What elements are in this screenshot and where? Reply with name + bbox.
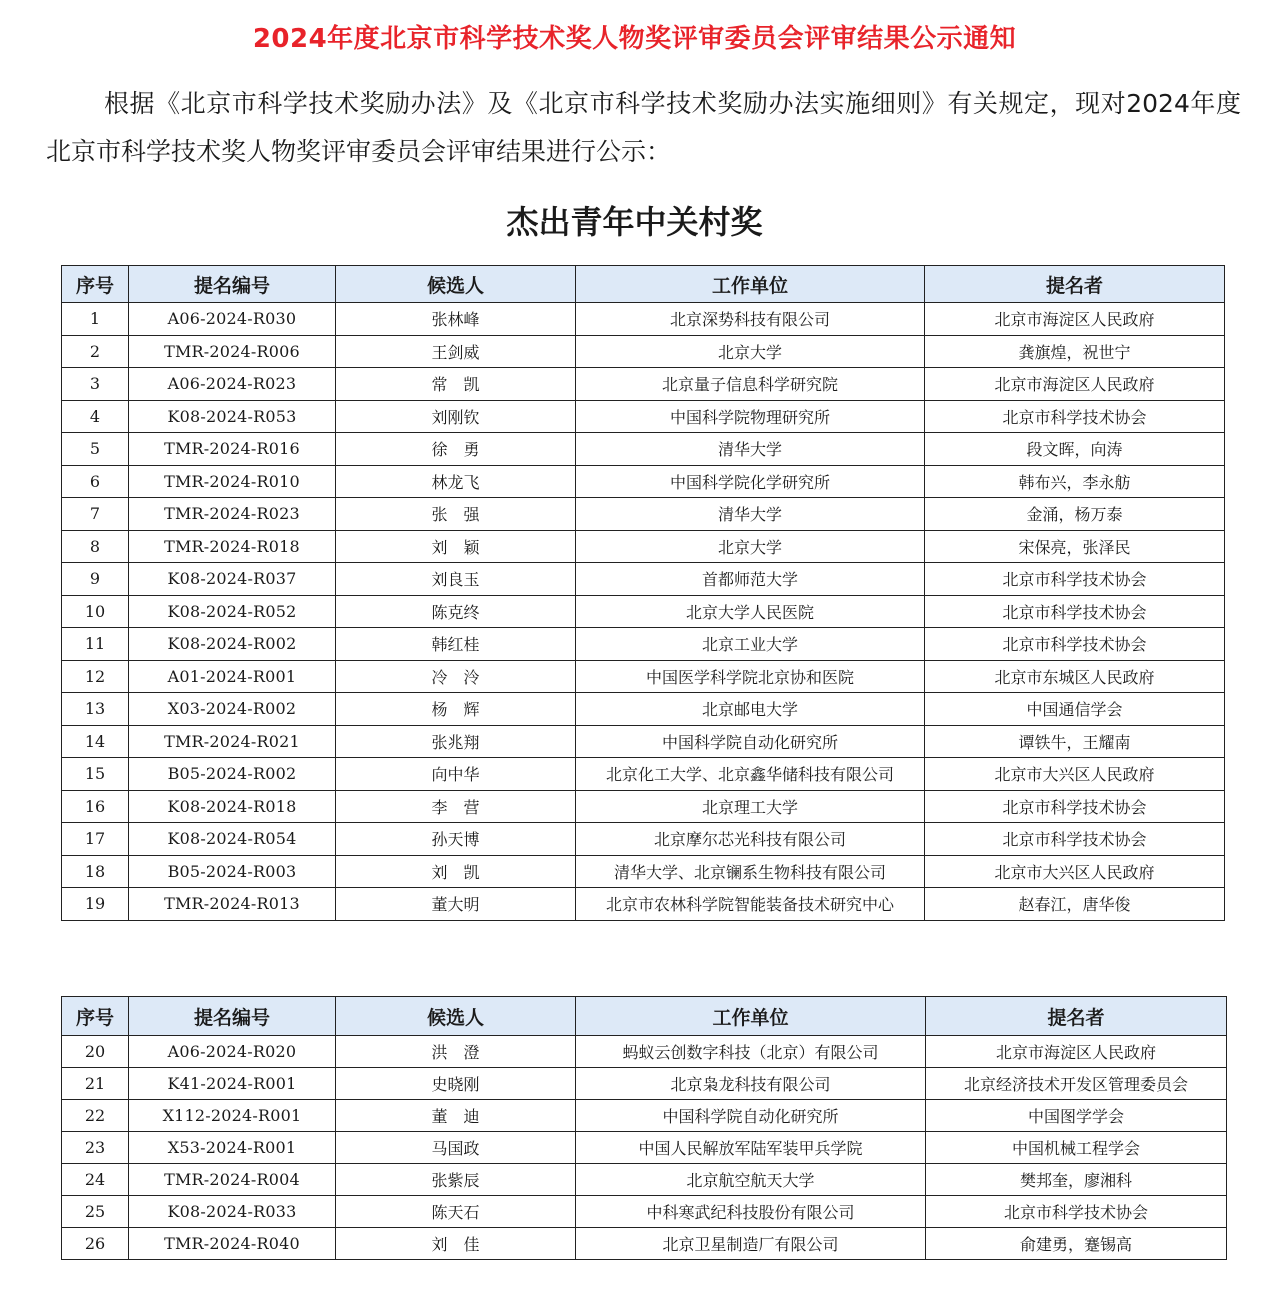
table-row <box>62 465 1225 498</box>
table-row <box>62 758 1225 791</box>
cell-index: 17 <box>62 823 129 856</box>
table-row <box>62 1068 1227 1100</box>
header-candidate: 候选人 <box>336 997 576 1036</box>
cell-nominator: 北京市大兴区人民政府 <box>925 758 1225 791</box>
cell-candidate: 王剑威 <box>336 335 576 368</box>
cell-work-unit: 北京深势科技有限公司 <box>576 303 925 336</box>
cell-candidate: 徐 勇 <box>336 433 576 466</box>
cell-nominator: 谭铁牛，王耀南 <box>925 725 1225 758</box>
cell-nominator: 北京市科学技术协会 <box>925 790 1225 823</box>
cell-candidate: 马国政 <box>336 1132 576 1164</box>
table-row <box>62 790 1225 823</box>
cell-candidate: 陈克终 <box>336 595 576 628</box>
cell-work-unit: 中国科学院化学研究所 <box>576 465 925 498</box>
cell-nomination-code: TMR-2024-R013 <box>129 888 336 921</box>
table-row <box>62 1228 1227 1260</box>
table-row <box>62 368 1225 401</box>
cell-nomination-code: TMR-2024-R023 <box>129 498 336 531</box>
cell-nominator: 北京市科学技术协会 <box>925 595 1225 628</box>
table-row <box>62 433 1225 466</box>
cell-nomination-code: TMR-2024-R004 <box>129 1164 336 1196</box>
cell-nomination-code: X112-2024-R001 <box>129 1100 336 1132</box>
award-table-2 <box>61 996 1227 1260</box>
cell-index: 25 <box>62 1196 129 1228</box>
table-row <box>62 888 1225 921</box>
cell-candidate: 张兆翔 <box>336 725 576 758</box>
cell-work-unit: 中国人民解放军陆军装甲兵学院 <box>576 1132 926 1164</box>
cell-candidate: 洪 澄 <box>336 1036 576 1068</box>
cell-work-unit: 清华大学 <box>576 433 925 466</box>
cell-index: 3 <box>62 368 129 401</box>
cell-nomination-code: TMR-2024-R016 <box>129 433 336 466</box>
cell-nomination-code: K41-2024-R001 <box>129 1068 336 1100</box>
cell-work-unit: 中国医学科学院北京协和医院 <box>576 660 925 693</box>
cell-index: 23 <box>62 1132 129 1164</box>
cell-nominator: 段文晖，向涛 <box>925 433 1225 466</box>
cell-work-unit: 北京大学 <box>576 335 925 368</box>
cell-work-unit: 北京航空航天大学 <box>576 1164 926 1196</box>
cell-index: 2 <box>62 335 129 368</box>
cell-nomination-code: A06-2024-R020 <box>129 1036 336 1068</box>
cell-nomination-code: X03-2024-R002 <box>129 693 336 726</box>
cell-index: 4 <box>62 400 129 433</box>
cell-nominator: 北京市科学技术协会 <box>925 563 1225 596</box>
cell-work-unit: 北京邮电大学 <box>576 693 925 726</box>
cell-nominator: 北京市科学技术协会 <box>925 400 1225 433</box>
cell-nomination-code: A06-2024-R023 <box>129 368 336 401</box>
table-body <box>62 1036 1227 1260</box>
cell-work-unit: 清华大学、北京镧系生物科技有限公司 <box>576 855 925 888</box>
header-nomination-code: 提名编号 <box>129 266 336 303</box>
cell-nomination-code: TMR-2024-R010 <box>129 465 336 498</box>
cell-candidate: 向中华 <box>336 758 576 791</box>
cell-candidate: 史晓刚 <box>336 1068 576 1100</box>
cell-nominator: 俞建勇，蹇锡高 <box>926 1228 1227 1260</box>
cell-nominator: 韩布兴，李永舫 <box>925 465 1225 498</box>
cell-nominator: 北京市海淀区人民政府 <box>925 368 1225 401</box>
table-row <box>62 498 1225 531</box>
cell-index: 12 <box>62 660 129 693</box>
cell-candidate: 杨 辉 <box>336 693 576 726</box>
table-row <box>62 1132 1227 1164</box>
cell-index: 14 <box>62 725 129 758</box>
cell-candidate: 林龙飞 <box>336 465 576 498</box>
table-body <box>62 303 1225 921</box>
cell-index: 19 <box>62 888 129 921</box>
cell-candidate: 李 营 <box>336 790 576 823</box>
cell-candidate: 刘 佳 <box>336 1228 576 1260</box>
table-row <box>62 628 1225 661</box>
cell-nominator: 北京市科学技术协会 <box>925 628 1225 661</box>
table-row <box>62 660 1225 693</box>
cell-index: 6 <box>62 465 129 498</box>
header-work-unit: 工作单位 <box>576 997 926 1036</box>
cell-nominator: 宋保亮，张泽民 <box>925 530 1225 563</box>
header-nominator: 提名者 <box>926 997 1227 1036</box>
cell-work-unit: 中国科学院自动化研究所 <box>576 1100 926 1132</box>
cell-work-unit: 北京市农林科学院智能装备技术研究中心 <box>576 888 925 921</box>
cell-nominator: 樊邦奎，廖湘科 <box>926 1164 1227 1196</box>
page-title: 2024年度北京市科学技术奖人物奖评审委员会评审结果公示通知 <box>252 24 1017 54</box>
cell-work-unit: 中国科学院物理研究所 <box>576 400 925 433</box>
cell-index: 16 <box>62 790 129 823</box>
cell-work-unit: 北京量子信息科学研究院 <box>576 368 925 401</box>
cell-nominator: 北京市海淀区人民政府 <box>925 303 1225 336</box>
cell-candidate: 刘刚钦 <box>336 400 576 433</box>
cell-candidate: 张 强 <box>336 498 576 531</box>
cell-index: 7 <box>62 498 129 531</box>
cell-work-unit: 北京摩尔芯光科技有限公司 <box>576 823 925 856</box>
cell-nominator: 中国图学学会 <box>926 1100 1227 1132</box>
cell-nominator: 龚旗煌，祝世宁 <box>925 335 1225 368</box>
section-title: 杰出青年中关村奖 <box>506 203 763 241</box>
cell-work-unit: 北京化工大学、北京鑫华储科技有限公司 <box>576 758 925 791</box>
cell-work-unit: 首都师范大学 <box>576 563 925 596</box>
cell-work-unit: 北京大学 <box>576 530 925 563</box>
cell-nominator: 北京市东城区人民政府 <box>925 660 1225 693</box>
cell-candidate: 张林峰 <box>336 303 576 336</box>
cell-nomination-code: K08-2024-R033 <box>129 1196 336 1228</box>
cell-index: 26 <box>62 1228 129 1260</box>
cell-index: 10 <box>62 595 129 628</box>
cell-candidate: 陈天石 <box>336 1196 576 1228</box>
cell-index: 21 <box>62 1068 129 1100</box>
cell-candidate: 董大明 <box>336 888 576 921</box>
cell-nominator: 金涌，杨万泰 <box>925 498 1225 531</box>
cell-nominator: 北京市科学技术协会 <box>925 823 1225 856</box>
cell-candidate: 董 迪 <box>336 1100 576 1132</box>
table-row <box>62 855 1225 888</box>
cell-nomination-code: A06-2024-R030 <box>129 303 336 336</box>
cell-nomination-code: K08-2024-R037 <box>129 563 336 596</box>
table-row <box>62 1196 1227 1228</box>
table-row <box>62 1036 1227 1068</box>
cell-work-unit: 北京理工大学 <box>576 790 925 823</box>
cell-nomination-code: TMR-2024-R018 <box>129 530 336 563</box>
cell-nomination-code: K08-2024-R053 <box>129 400 336 433</box>
cell-nomination-code: TMR-2024-R040 <box>129 1228 336 1260</box>
header-nomination-code: 提名编号 <box>129 997 336 1036</box>
cell-index: 11 <box>62 628 129 661</box>
cell-work-unit: 蚂蚁云创数字科技（北京）有限公司 <box>576 1036 926 1068</box>
cell-work-unit: 北京卫星制造厂有限公司 <box>576 1228 926 1260</box>
cell-nomination-code: B05-2024-R002 <box>129 758 336 791</box>
cell-nominator: 北京市科学技术协会 <box>926 1196 1227 1228</box>
cell-candidate: 孙天博 <box>336 823 576 856</box>
cell-nomination-code: K08-2024-R052 <box>129 595 336 628</box>
cell-candidate: 张紫辰 <box>336 1164 576 1196</box>
cell-nominator: 赵春江，唐华俊 <box>925 888 1225 921</box>
cell-nomination-code: X53-2024-R001 <box>129 1132 336 1164</box>
cell-index: 1 <box>62 303 129 336</box>
intro-paragraph: 根据《北京市科学技术奖励办法》及《北京市科学技术奖励办法实施细则》有关规定，现对2024年度北京市科学技术奖人物奖评审委员会评审结果进行公示： <box>46 89 1241 166</box>
table-row <box>62 400 1225 433</box>
cell-nominator: 北京经济技术开发区管理委员会 <box>926 1068 1227 1100</box>
cell-work-unit: 北京大学人民医院 <box>576 595 925 628</box>
cell-work-unit: 中国科学院自动化研究所 <box>576 725 925 758</box>
cell-nominator: 北京市海淀区人民政府 <box>926 1036 1227 1068</box>
cell-candidate: 常 凯 <box>336 368 576 401</box>
table-row <box>62 725 1225 758</box>
cell-candidate: 刘良玉 <box>336 563 576 596</box>
cell-index: 8 <box>62 530 129 563</box>
cell-nominator: 中国通信学会 <box>925 693 1225 726</box>
header-index: 序号 <box>62 266 129 303</box>
header-nominator: 提名者 <box>925 266 1225 303</box>
cell-index: 18 <box>62 855 129 888</box>
cell-candidate: 刘 凯 <box>336 855 576 888</box>
cell-work-unit: 北京工业大学 <box>576 628 925 661</box>
table-row <box>62 693 1225 726</box>
cell-index: 22 <box>62 1100 129 1132</box>
cell-nomination-code: TMR-2024-R021 <box>129 725 336 758</box>
table-row <box>62 1164 1227 1196</box>
cell-nomination-code: A01-2024-R001 <box>129 660 336 693</box>
award-table-1 <box>61 265 1225 921</box>
table-row <box>62 823 1225 856</box>
cell-index: 24 <box>62 1164 129 1196</box>
header-work-unit: 工作单位 <box>576 266 925 303</box>
cell-work-unit: 清华大学 <box>576 498 925 531</box>
cell-candidate: 韩红桂 <box>336 628 576 661</box>
cell-index: 13 <box>62 693 129 726</box>
cell-work-unit: 北京枭龙科技有限公司 <box>576 1068 926 1100</box>
cell-index: 5 <box>62 433 129 466</box>
table-header-row <box>62 997 1227 1036</box>
table-row <box>62 595 1225 628</box>
header-candidate: 候选人 <box>336 266 576 303</box>
table-row <box>62 563 1225 596</box>
cell-nomination-code: K08-2024-R002 <box>129 628 336 661</box>
table-header-row <box>62 266 1225 303</box>
cell-nominator: 中国机械工程学会 <box>926 1132 1227 1164</box>
cell-index: 20 <box>62 1036 129 1068</box>
cell-nomination-code: K08-2024-R018 <box>129 790 336 823</box>
cell-index: 9 <box>62 563 129 596</box>
cell-nomination-code: TMR-2024-R006 <box>129 335 336 368</box>
cell-nomination-code: K08-2024-R054 <box>129 823 336 856</box>
cell-candidate: 冷 泠 <box>336 660 576 693</box>
table-row <box>62 335 1225 368</box>
cell-candidate: 刘 颖 <box>336 530 576 563</box>
table-row <box>62 1100 1227 1132</box>
cell-work-unit: 中科寒武纪科技股份有限公司 <box>576 1196 926 1228</box>
header-index: 序号 <box>62 997 129 1036</box>
cell-nomination-code: B05-2024-R003 <box>129 855 336 888</box>
cell-nominator: 北京市大兴区人民政府 <box>925 855 1225 888</box>
table-row <box>62 530 1225 563</box>
table-row <box>62 303 1225 336</box>
cell-index: 15 <box>62 758 129 791</box>
